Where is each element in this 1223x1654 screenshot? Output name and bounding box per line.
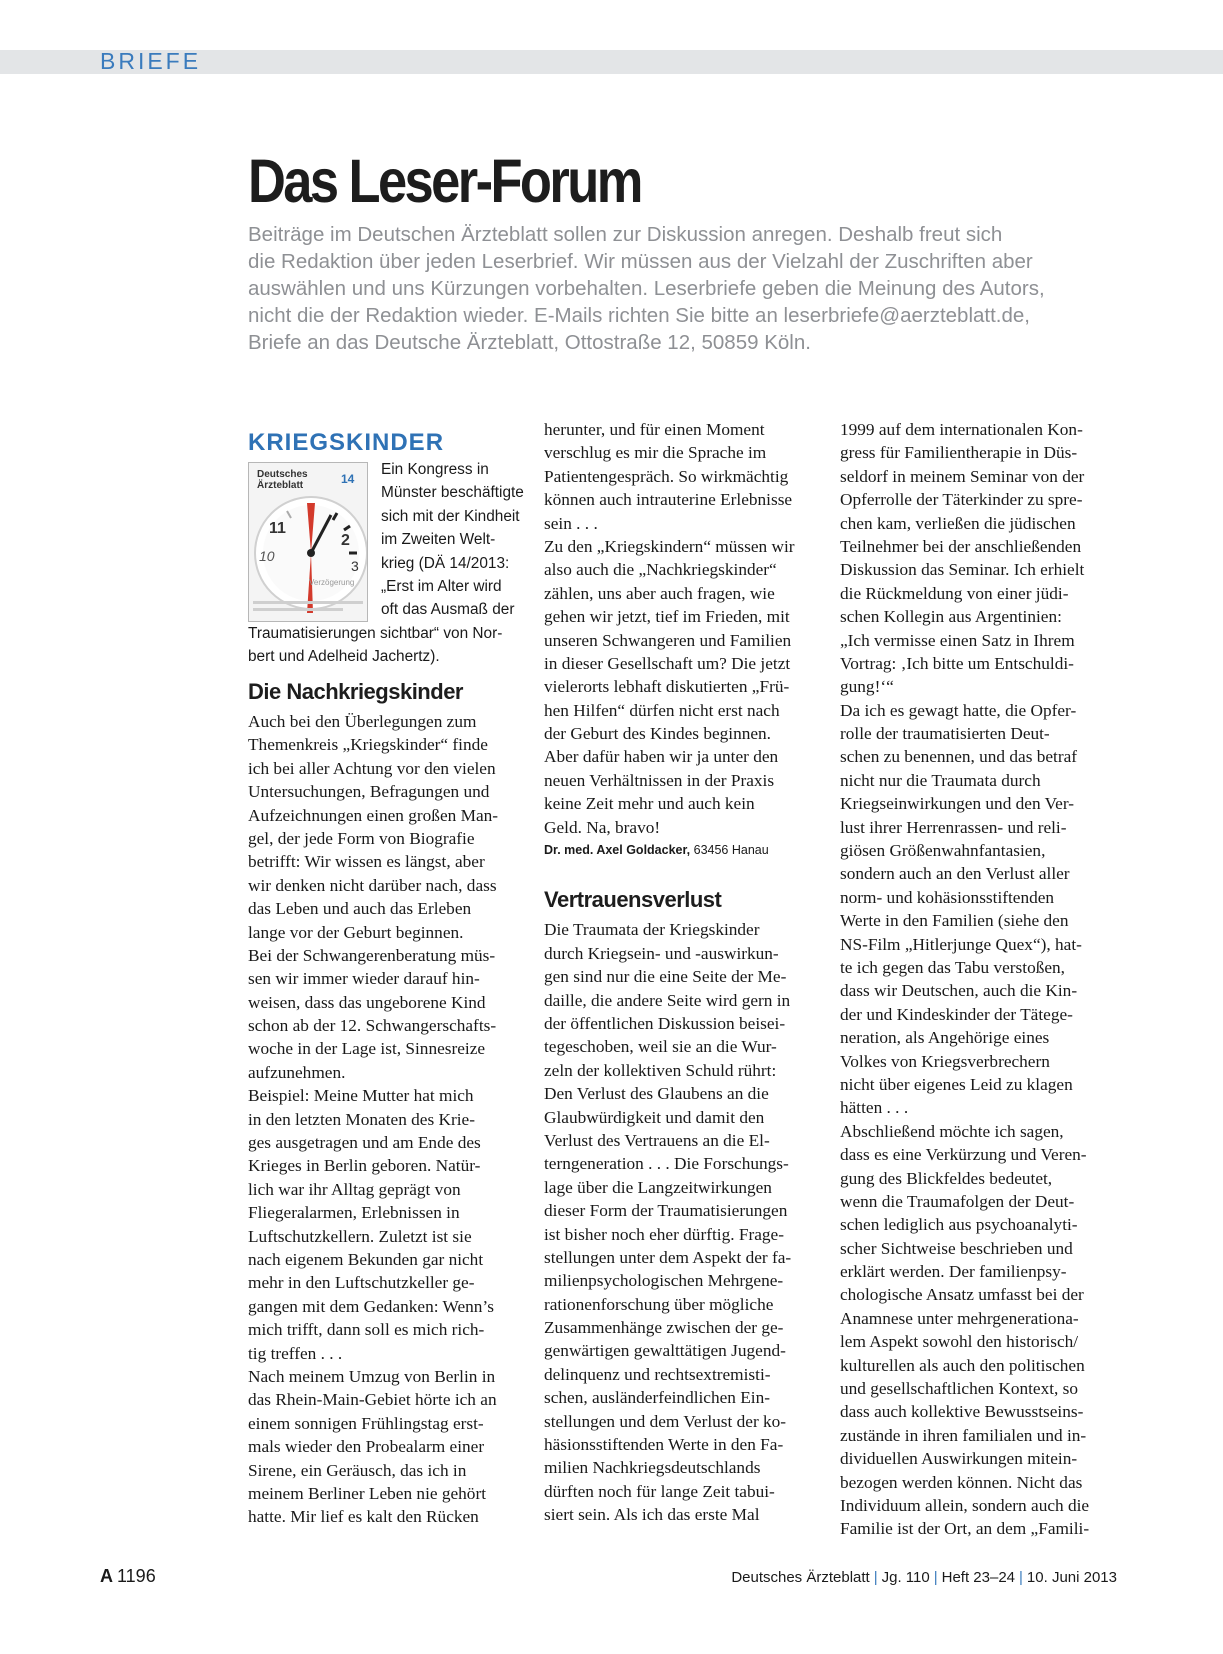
text-line: gehen wir jetzt, tief im Frieden, mit	[544, 607, 790, 627]
text-line: erklärt werden. Der familienpsy-	[840, 1262, 1067, 1282]
text-line: gung!‘“	[840, 677, 894, 697]
text-line: Anamnese unter mehrgenerationa-	[840, 1308, 1079, 1328]
text-line: te ich gegen das Tabu verstoßen,	[840, 957, 1065, 977]
text-line: nicht die der Redaktion wieder. E-Mails richten Sie bitte an leserbriefe@aerzteblatt.de,	[248, 304, 1030, 327]
text-line: Familie ist der Ort, an dem „Famili-	[840, 1519, 1090, 1539]
text-line: schen, ausländerfeindlichen Ein-	[544, 1388, 771, 1408]
page-title: Das Leser-Forum	[248, 147, 641, 215]
text-line: Zusammenhänge zwischen der ge-	[544, 1318, 784, 1338]
text-line: hatte. Mir lief es kalt den Rücken	[248, 1507, 479, 1527]
text-line: terngeneration . . . Die Forschungs-	[544, 1154, 789, 1174]
text-line: betrifft: Wir wissen es längst, aber	[248, 852, 485, 872]
text-line: dieser Form der Traumatisierungen	[544, 1201, 788, 1221]
lead-text-continued	[248, 622, 502, 669]
intro-paragraph	[248, 221, 1128, 356]
text-line: schon ab der 12. Schwangerschafts-	[248, 1016, 497, 1036]
page-number-value: 1196	[117, 1566, 156, 1586]
text-line: milien Nachkriegsdeutschlands	[544, 1458, 761, 1478]
letter-body-continued	[840, 418, 1132, 1541]
text-line: Werte in den Familien (siehe den	[840, 911, 1069, 931]
text-line: dividuellen Auswirkungen mitein-	[840, 1449, 1078, 1469]
text-line: in dieser Gesellschaft um? Die jetzt	[544, 653, 791, 673]
text-line: die Redaktion über jeden Leserbrief. Wir müssen aus der Vielzahl der Zuschriften aber	[248, 250, 1033, 273]
cover-brand-line2: Ärzteblatt	[257, 480, 304, 491]
text-line: wir denken nicht darüber nach, dass	[248, 875, 497, 895]
letter-heading: Die Nachkriegskinder	[248, 679, 463, 704]
text-line: gung des Blickfeldes bedeutet,	[840, 1168, 1053, 1188]
text-line: lage über die Langzeitwirkungen	[544, 1177, 772, 1197]
text-line: rolle der traumatisierten Deut-	[840, 724, 1050, 744]
text-line: gress für Familientherapie in Düs-	[840, 443, 1078, 463]
text-line: der und Kindeskinder der Tätege-	[840, 1004, 1073, 1024]
text-line: seldorf in meinem Seminar von der	[840, 466, 1085, 486]
text-line: Fliegeralarmen, Erlebnissen in	[248, 1203, 460, 1223]
text-line: tegeschoben, weil sie an die Wur-	[544, 1037, 777, 1057]
page-number	[100, 1566, 156, 1587]
text-line: das Rhein-Main-Gebiet hörte ich an	[248, 1390, 497, 1410]
text-line: NS-Film „Hitlerjunge Quex“), hat-	[840, 934, 1082, 954]
text-line: bert und Adelheid Jachertz).	[248, 648, 440, 666]
text-line: Themenkreis „Kriegskinder“ finde	[248, 735, 488, 755]
text-line: Bei der Schwangerenberatung müs-	[248, 945, 496, 965]
text-line: einem sonnigen Frühlingstag erst-	[248, 1413, 484, 1433]
text-line: nicht über eigenes Leid zu klagen	[840, 1074, 1073, 1094]
text-line: Aufzeichnungen einen großen Man-	[248, 805, 499, 825]
text-line: keine Zeit mehr und auch kein	[544, 794, 755, 814]
text-line: stellungen unter dem Aspekt der fa-	[544, 1247, 792, 1267]
text-line: Kriegseinwirkungen und den Ver-	[840, 794, 1075, 814]
text-line: hätten . . .	[840, 1098, 909, 1118]
text-line: kulturellen als auch den politischen	[840, 1355, 1085, 1375]
text-line: Den Verlust des Glaubens an die	[544, 1084, 769, 1104]
footer-date: 10. Juni 2013	[1026, 1569, 1117, 1586]
text-line: daille, die andere Seite wird gern in	[544, 990, 791, 1010]
author-place: 63456 Hanau	[693, 843, 769, 858]
text-line: sich mit der Kindheit	[381, 507, 520, 525]
text-line: Individuum allein, sondern auch die	[840, 1495, 1090, 1515]
text-line: Glaubwürdigkeit und damit den	[544, 1107, 765, 1127]
text-line: norm- und kohäsionsstiftenden	[840, 887, 1055, 907]
text-line: hen Hilfen“ dürfen nicht erst nach	[544, 700, 780, 720]
text-line: dass auch kollektive Bewusstseins-	[840, 1402, 1084, 1422]
footer-journal: Deutsches Ärzteblatt	[731, 1569, 870, 1586]
text-line: können auch intrauterine Erlebnisse	[544, 490, 793, 510]
text-line: unseren Schwangeren und Familien	[544, 630, 792, 650]
text-line: mich trifft, dann soll es mich rich-	[248, 1320, 485, 1340]
column-2	[544, 420, 836, 1527]
text-line: die Rückmeldung von einer jüdi-	[840, 583, 1069, 603]
letter-author	[544, 839, 836, 862]
text-line: Aber dafür haben wir ja unter den	[544, 747, 779, 767]
text-line: gel, der jede Form von Biografie	[248, 828, 475, 848]
text-line: schen lediglich aus psychoanalyti-	[840, 1215, 1078, 1235]
cover-brand-line1: Deutsches	[257, 469, 308, 480]
cover-label: Verzögerung	[309, 578, 355, 587]
text-line: und gesellschaftlichen Kontext, so	[840, 1379, 1079, 1399]
text-line: chologische Ansatz umfasst bei der	[840, 1285, 1084, 1305]
text-line: siert sein. Als ich das erste Mal	[544, 1505, 760, 1525]
text-line: dass wir Deutschen, auch die Kin-	[840, 981, 1078, 1001]
text-line: der Geburt des Kindes beginnen.	[544, 724, 771, 744]
footer-volume: Jg. 110	[881, 1569, 930, 1586]
text-line: milienpsychologischen Mehrgene-	[544, 1271, 784, 1291]
text-line: Die Traumata der Kriegskinder	[544, 920, 760, 940]
text-line: chen kam, verließen die jüdischen	[840, 513, 1076, 533]
text-line: Traumatisierungen sichtbar“ von Nor-	[248, 625, 503, 642]
footer-issue: Heft 23–24	[941, 1569, 1016, 1586]
kicker-heading: KRIEGSKINDER	[248, 429, 445, 456]
text-line: schen Kollegin aus Argentinien:	[840, 607, 1062, 627]
letter-heading: Vertrauensverlust	[544, 887, 722, 913]
text-line: mehr in den Luftschutzkeller ge-	[248, 1273, 475, 1293]
text-line: giösen Größenwahnfantasien,	[840, 841, 1046, 861]
text-line: Vortrag: ‚Ich bitte um Entschuldi-	[840, 653, 1074, 673]
text-line: zählen, uns aber auch fragen, wie	[544, 583, 775, 603]
letter-body	[248, 710, 540, 1529]
text-line: sen wir immer wieder darauf hin-	[248, 969, 480, 989]
text-line: neuen Verhältnissen in der Praxis	[544, 770, 775, 790]
text-line: schen zu benennen, und das betraf	[840, 747, 1078, 767]
text-line: oft das Ausmaß der	[381, 601, 515, 619]
text-line: im Zweiten Welt-	[381, 531, 496, 549]
footer-citation: Deutsches Ärzteblatt | Jg. 110 | Heft 23–24 | 10. Juni 2013	[731, 1569, 1117, 1586]
text-line: Luftschutzkellern. Zuletzt ist sie	[248, 1226, 472, 1246]
text-line: auswählen und uns Kürzungen vorbehalten. Leserbriefe geben die Meinung des Autors,	[248, 277, 1045, 300]
text-line: Untersuchungen, Befragungen und	[248, 782, 490, 802]
text-line: aufzunehmen.	[248, 1062, 346, 1082]
text-line: Da ich es gewagt hatte, die Opfer-	[840, 700, 1077, 720]
text-line: scher Sichtweise beschrieben und	[840, 1238, 1073, 1258]
svg-text:11: 11	[269, 520, 286, 537]
section-label: BRIEFE	[100, 48, 202, 74]
text-line: Volkes von Kriegsverbrechern	[840, 1051, 1050, 1071]
text-line: lich war ihr Alltag geprägt von	[248, 1179, 461, 1199]
text-line: tig treffen . . .	[248, 1343, 343, 1363]
text-line: rationenforschung über mögliche	[544, 1294, 774, 1314]
text-line: zeln der kollektiven Schuld rührt:	[544, 1060, 777, 1080]
text-line: Sirene, ein Geräusch, das ich in	[248, 1460, 467, 1480]
letter-body-continued	[544, 418, 836, 839]
text-line: Münster beschäftigte	[381, 484, 524, 502]
text-line: lust ihrer Herrenrassen- und reli-	[840, 817, 1067, 837]
text-line: neration, als Angehörige eines	[840, 1028, 1050, 1048]
text-line: also auch die „Nachkriegskinder“	[544, 560, 777, 580]
author-name: Dr. med. Axel Goldacker,	[544, 843, 691, 858]
svg-text:2: 2	[341, 532, 350, 549]
text-line: ist bisher noch eher dürftig. Frage-	[544, 1224, 784, 1244]
text-line: Zu den „Kriegskindern“ müssen wir	[544, 536, 795, 556]
text-line: stellungen und dem Verlust der ko-	[544, 1411, 787, 1431]
page-prefix: A	[100, 1566, 113, 1586]
text-line: Briefe an das Deutsche Ärzteblatt, Ottostraße 12, 50859 Köln.	[248, 331, 811, 354]
text-line: nach eigenem Bekunden gar nicht	[248, 1249, 484, 1269]
column-3	[840, 420, 1132, 1541]
svg-text:3: 3	[351, 558, 359, 574]
text-line: mals wieder den Probealarm einer	[248, 1437, 485, 1457]
text-line: häsionsstiftenden Werte in den Fa-	[544, 1435, 784, 1455]
text-line: Teilnehmer bei der anschließenden	[840, 536, 1082, 556]
text-line: herunter, und für einen Moment	[544, 420, 765, 439]
column-1	[248, 428, 540, 1529]
text-line: bezogen werden können. Nicht das	[840, 1472, 1083, 1492]
text-line: wenn die Traumafolgen der Deut-	[840, 1191, 1075, 1211]
text-line: woche in der Lage ist, Sinnesreize	[248, 1039, 486, 1059]
text-line: genwärtigen gewalttätigen Jugend-	[544, 1341, 786, 1361]
text-line: Auch bei den Überlegungen zum	[248, 712, 477, 731]
text-line: Abschließend möchte ich sagen,	[840, 1121, 1064, 1141]
text-line: dass es eine Verkürzung und Veren-	[840, 1145, 1087, 1165]
text-line: nicht nur die Traumata durch	[840, 770, 1041, 790]
text-line: Beiträge im Deutschen Ärzteblatt sollen zur Diskussion anregen. Deshalb freut sich	[248, 223, 1003, 246]
text-line: delinquenz und rechtsextremisti-	[544, 1364, 771, 1384]
text-line: dürften noch für lange Zeit tabui-	[544, 1481, 775, 1501]
text-line: ges ausgetragen und am Ende des	[248, 1133, 481, 1153]
text-line: ich bei aller Achtung vor den vielen	[248, 758, 496, 778]
text-line: lange vor der Geburt beginnen.	[248, 922, 464, 942]
text-line: Diskussion das Seminar. Ich erhielt	[840, 560, 1085, 580]
text-line: „Erst im Alter wird	[381, 577, 502, 595]
text-line: meinem Berliner Leben nie gehört	[248, 1483, 487, 1503]
text-line: 1999 auf dem internationalen Kon-	[840, 420, 1083, 439]
text-line: in den letzten Monaten des Krie-	[248, 1109, 475, 1129]
text-line: Patientengespräch. So wirkmächtig	[544, 466, 789, 486]
cover-issue-number: 14	[341, 472, 355, 486]
text-line: lem Aspekt sowohl den historisch/	[840, 1332, 1079, 1352]
text-line: krieg (DÄ 14/2013:	[381, 554, 510, 572]
svg-text:10: 10	[259, 548, 275, 564]
text-line: Ein Kongress in	[381, 461, 489, 478]
text-line: durch Kriegsein- und -auswirkun-	[544, 943, 779, 963]
text-line: sondern auch an den Verlust aller	[840, 864, 1070, 884]
text-line: der öffentlichen Diskussion beisei-	[544, 1013, 786, 1033]
text-line: das Leben und auch das Erleben	[248, 899, 472, 919]
lead-block	[248, 458, 540, 674]
text-line: Krieges in Berlin geboren. Natür-	[248, 1156, 481, 1176]
magazine-cover-image	[248, 462, 368, 622]
text-line: „Ich vermisse einen Satz in Ihrem	[840, 630, 1075, 650]
clock-illustration	[249, 463, 367, 621]
text-line: sein . . .	[544, 513, 598, 533]
text-line: gangen mit dem Gedanken: Wenn’s	[248, 1296, 494, 1316]
text-line: zustände in ihren familialen und in-	[840, 1425, 1087, 1445]
text-line: vielerorts lebhaft diskutierten „Frü-	[544, 677, 790, 697]
letter-body	[544, 918, 836, 1526]
lead-text	[381, 458, 551, 622]
text-line: Geld. Na, bravo!	[544, 817, 661, 837]
text-line: gen sind nur die eine Seite der Me-	[544, 967, 787, 987]
text-line: Nach meinem Umzug von Berlin in	[248, 1366, 496, 1386]
text-line: Opferrolle der Täterkinder zu spre-	[840, 490, 1083, 510]
text-line: Beispiel: Meine Mutter hat mich	[248, 1086, 474, 1106]
text-line: verschlug es mir die Sprache im	[544, 443, 767, 463]
text-line: weisen, dass das ungeborene Kind	[248, 992, 486, 1012]
text-line: Verlust des Vertrauens an die El-	[544, 1130, 770, 1150]
